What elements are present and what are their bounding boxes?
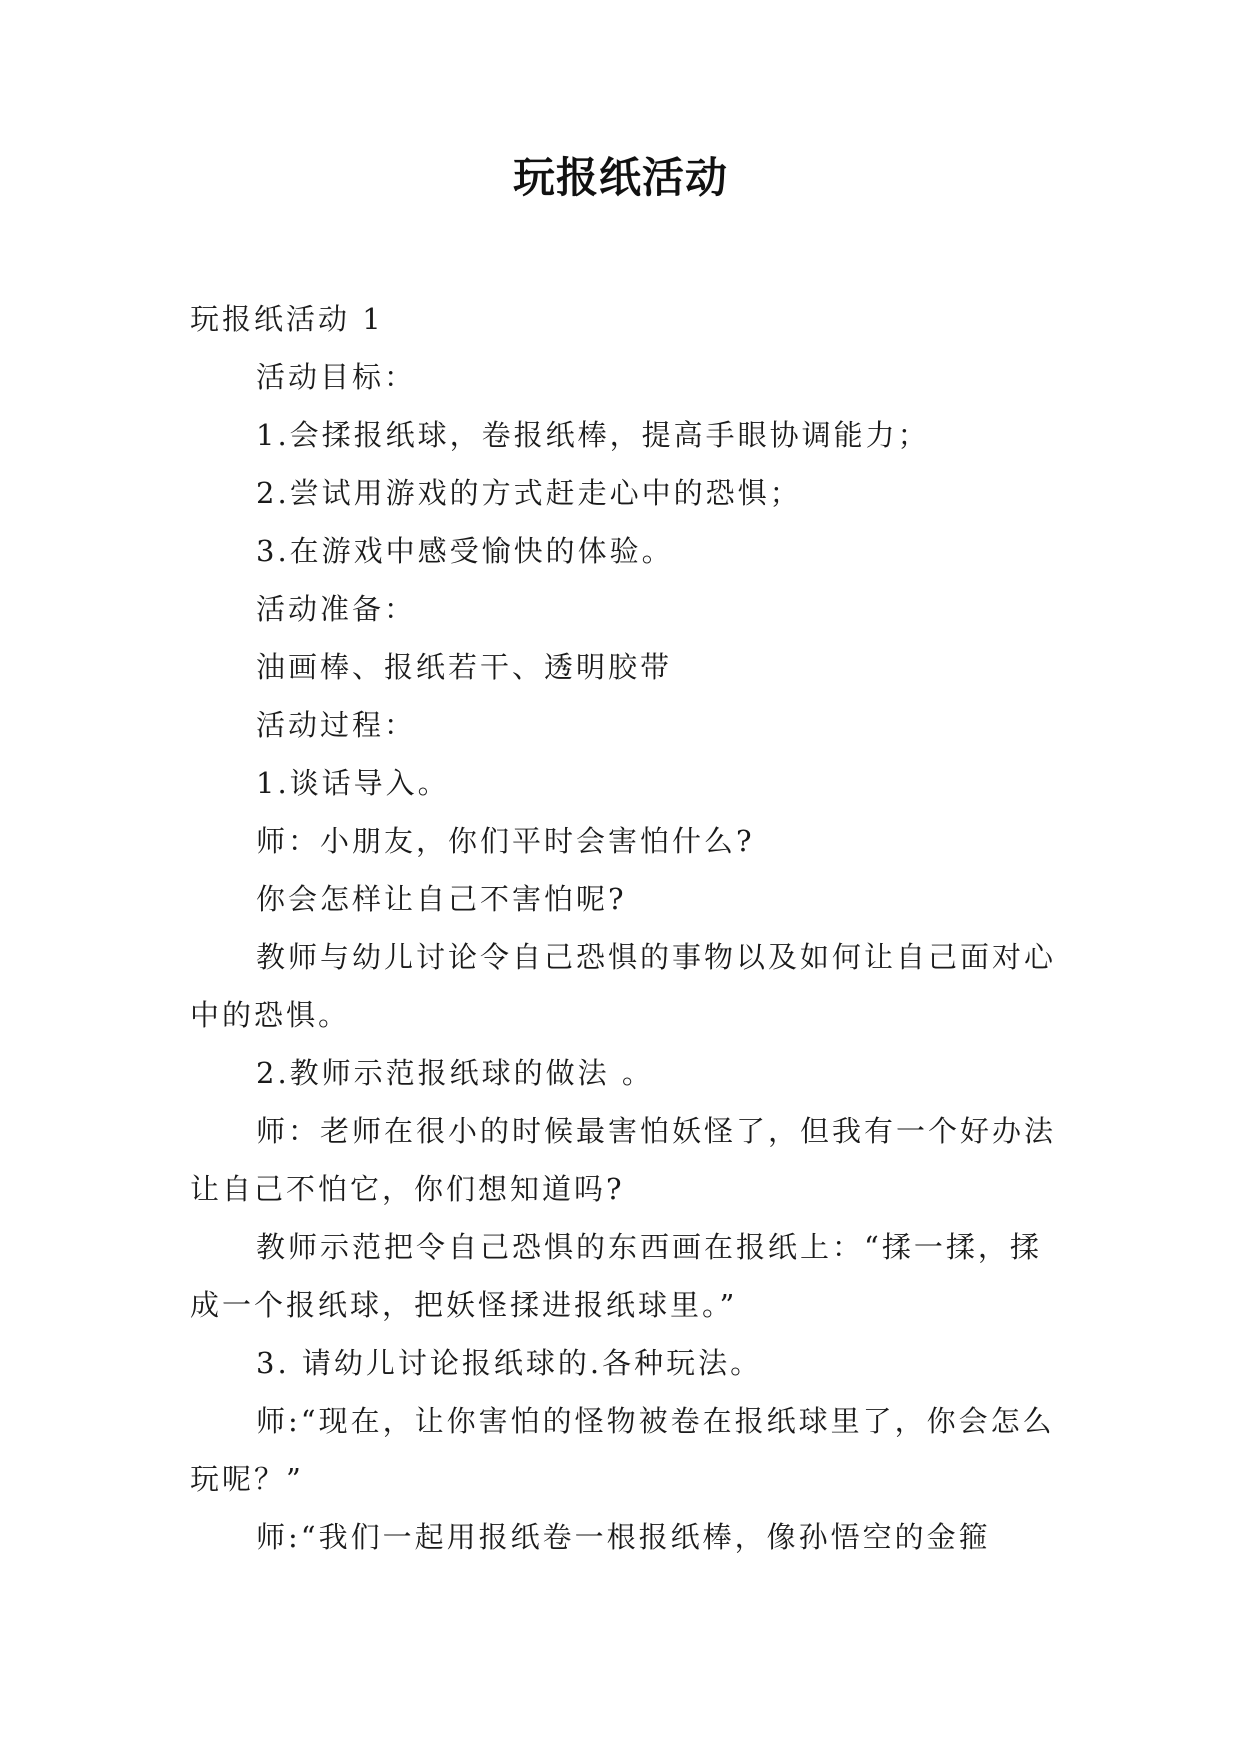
paragraph: 教师与幼儿讨论令自己恐惧的事物以及如何让自己面对心中的恐惧。	[190, 940, 1057, 1032]
paragraph: 师:“我们一起用报纸卷一根报纸棒，像孙悟空的金箍	[256, 1520, 991, 1554]
document-title: 玩报纸活动	[512, 153, 728, 202]
paragraph: 1.谈话导入。	[256, 766, 450, 800]
paragraph: 师：小朋友，你们平时会害怕什么?	[256, 824, 755, 858]
document-body	[190, 290, 1060, 1566]
paragraph: 活动目标：	[256, 360, 417, 394]
paragraph: 2.教师示范报纸球的做法 。	[256, 1056, 654, 1090]
paragraph: 油画棒、报纸若干、透明胶带	[256, 650, 673, 684]
paragraph: 活动过程：	[256, 708, 417, 742]
paragraph: 教师示范把令自己恐惧的东西画在报纸上：“揉一揉，揉成一个报纸球，把妖怪揉进报纸球里。”	[190, 1230, 1042, 1322]
section-heading: 玩报纸活动 1	[190, 302, 384, 336]
paragraph: 师：老师在很小的时候最害怕妖怪了，但我有一个好办法让自己不怕它，你们想知道吗?	[190, 1114, 1057, 1206]
paragraph: 3.在游戏中感受愉快的体验。	[256, 534, 674, 568]
paragraph: 活动准备：	[256, 592, 417, 626]
paragraph: 师:“现在，让你害怕的怪物被卷在报纸球里了，你会怎么玩呢？”	[190, 1404, 1055, 1496]
paragraph: 1.会揉报纸球，卷报纸棒，提高手眼协调能力；	[256, 418, 930, 452]
paragraph: 2.尝试用游戏的方式赶走心中的恐惧；	[256, 476, 802, 510]
paragraph: 你会怎样让自己不害怕呢?	[256, 882, 627, 916]
paragraph: 3. 请幼儿讨论报纸球的.各种玩法。	[256, 1346, 763, 1380]
